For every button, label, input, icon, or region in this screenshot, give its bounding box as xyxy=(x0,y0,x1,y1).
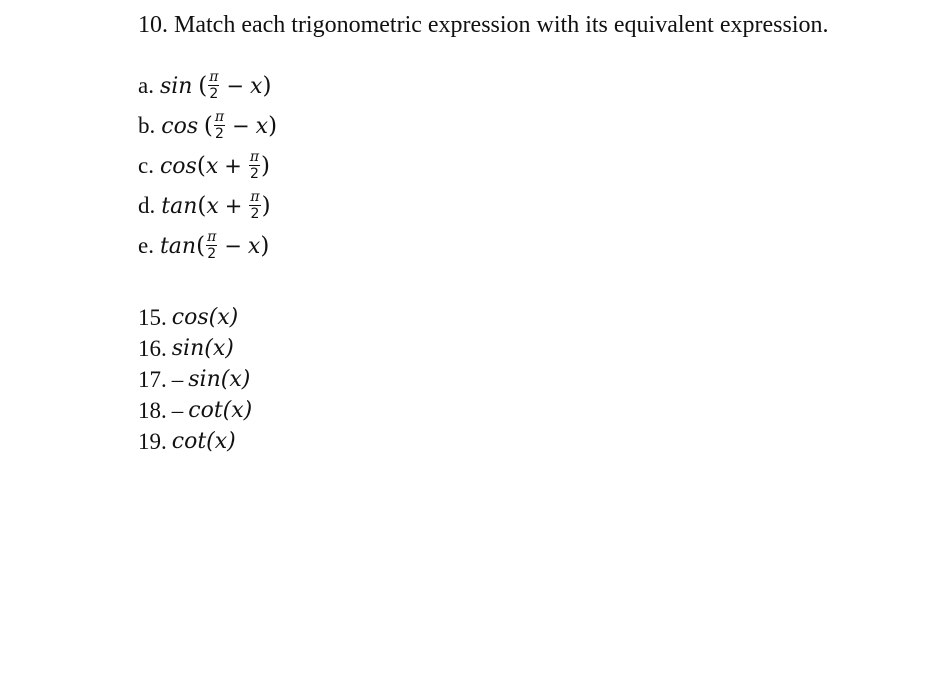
expression-label: b. xyxy=(138,113,156,138)
function-name: cos xyxy=(159,153,197,179)
fraction-numerator: π xyxy=(249,148,260,165)
answer-number: 18. xyxy=(138,397,167,423)
fraction-numerator: π xyxy=(207,228,217,245)
function-name: sin xyxy=(159,73,193,99)
minus-sign: − xyxy=(232,114,250,138)
variable: x xyxy=(247,233,261,259)
answer-number: 19. xyxy=(138,428,167,454)
answer-expression: cot(x) xyxy=(188,398,253,423)
function-name: tan xyxy=(161,193,198,219)
expression-b xyxy=(138,106,918,146)
open-paren: ( xyxy=(203,113,213,139)
fraction-numerator: π xyxy=(209,68,219,85)
expression-a xyxy=(138,66,918,106)
answer-16 xyxy=(138,333,918,364)
open-paren: ( xyxy=(198,73,208,99)
fraction-denominator: 2 xyxy=(214,125,224,142)
open-paren: ( xyxy=(196,233,206,259)
answer-15 xyxy=(138,302,918,333)
plus-sign: + xyxy=(224,194,243,218)
answer-expression: sin(x) xyxy=(171,336,234,361)
close-paren: ) xyxy=(261,193,271,219)
fraction-denominator: 2 xyxy=(209,85,219,102)
pi-over-2-fraction xyxy=(208,70,219,101)
pi-over-2-fraction xyxy=(249,190,260,221)
close-paren: ) xyxy=(260,233,270,259)
expression-label: d. xyxy=(138,193,156,218)
answer-number: 16. xyxy=(138,335,167,361)
close-paren: ) xyxy=(261,153,271,179)
function-name: cos xyxy=(161,113,199,139)
fraction-numerator: π xyxy=(214,108,225,125)
pi-over-2-fraction xyxy=(206,230,217,261)
expression-label: e. xyxy=(138,233,154,258)
expression-label: c. xyxy=(138,153,154,178)
variable: x xyxy=(255,113,269,139)
expression-c xyxy=(138,146,918,186)
answer-number: 15. xyxy=(138,304,167,330)
close-paren: ) xyxy=(268,113,278,139)
minus-sign: − xyxy=(224,234,242,258)
pi-over-2-fraction xyxy=(214,110,225,141)
worksheet-page xyxy=(138,8,918,457)
expression-list xyxy=(138,66,918,266)
variable: x xyxy=(205,153,219,179)
plus-sign: + xyxy=(224,154,242,178)
variable: x xyxy=(206,193,219,219)
answer-list xyxy=(138,302,918,457)
open-paren: ( xyxy=(196,153,206,179)
fraction-denominator: 2 xyxy=(249,165,259,182)
fraction-denominator: 2 xyxy=(250,205,260,222)
answer-17 xyxy=(138,364,918,395)
answer-19 xyxy=(138,426,918,457)
answer-expression: cos(x) xyxy=(171,305,239,330)
answer-sign: – xyxy=(171,397,184,423)
fraction-denominator: 2 xyxy=(207,245,217,262)
answer-sign: – xyxy=(171,366,184,392)
minus-sign: − xyxy=(226,74,245,98)
answer-expression: sin(x) xyxy=(188,367,251,392)
expression-label: a. xyxy=(138,73,154,98)
close-paren: ) xyxy=(262,73,272,99)
function-name: tan xyxy=(159,233,197,259)
expression-e xyxy=(138,226,918,266)
question-title: 10. Match each trigonometric expression with its equivalent expression. xyxy=(138,12,829,38)
answer-number: 17. xyxy=(138,366,167,392)
variable: x xyxy=(250,73,263,99)
answer-expression: cot(x) xyxy=(171,429,236,454)
pi-over-2-fraction xyxy=(249,150,260,181)
fraction-numerator: π xyxy=(250,188,260,205)
answer-18 xyxy=(138,395,918,426)
open-paren: ( xyxy=(197,193,207,219)
expression-d xyxy=(138,186,918,226)
